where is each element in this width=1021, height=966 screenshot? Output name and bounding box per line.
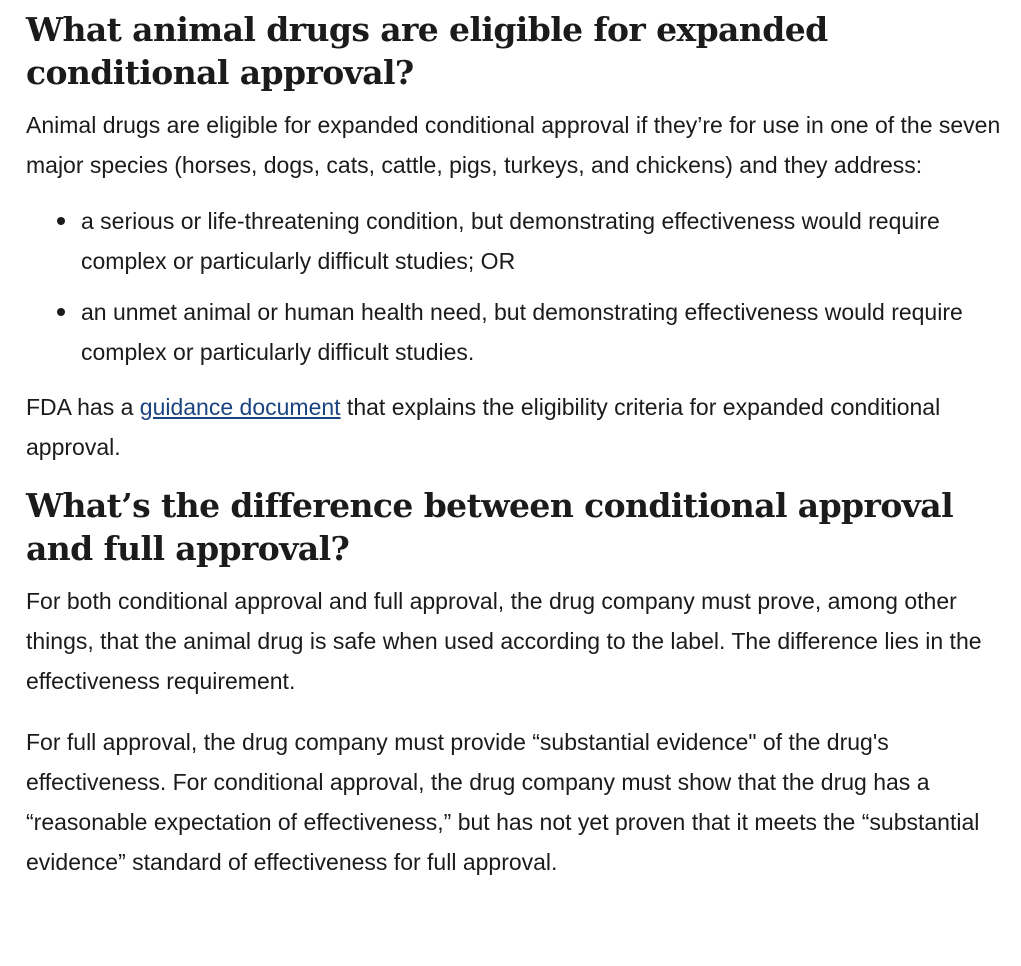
eligibility-intro-paragraph: Animal drugs are eligible for expanded conditional approval if they’re for use in one of the seven major species (horses, dogs, cats, cattle, pigs, turkeys, and chickens) and they address: bbox=[26, 112, 1001, 178]
bullet-icon bbox=[57, 217, 65, 225]
eligibility-heading: What animal drugs are eligible for expanded conditional approval? bbox=[26, 10, 828, 92]
guidance-text-before: FDA has a bbox=[26, 394, 140, 420]
list-item-text: a serious or life-threatening condition, but demonstrating effectiveness would require complex or particularly difficult studies; OR bbox=[81, 208, 940, 274]
guidance-text-after: that explains the eligibility criteria for expanded conditional approval. bbox=[26, 394, 941, 460]
bullet-icon bbox=[57, 308, 65, 316]
list-item bbox=[81, 201, 1016, 281]
guidance-paragraph bbox=[26, 387, 1016, 467]
list-item bbox=[81, 292, 1016, 372]
difference-paragraph-1: For both conditional approval and full approval, the drug company must prove, among other things, that the animal drug is safe when used according to the label. The difference lies in the effectiveness requirement. bbox=[26, 588, 982, 694]
difference-paragraph-2: For full approval, the drug company must provide “substantial evidence" of the drug's effectiveness. For conditional approval, the drug company must show that the drug has a “reasonable expectation of effectiveness,” but has not yet proven that it meets the “substantial evidence” standard of effectiveness for full approval. bbox=[26, 729, 980, 875]
list-item-text: an unmet animal or human health need, but demonstrating effectiveness would require complex or particularly difficult studies. bbox=[81, 299, 963, 365]
eligibility-criteria-list bbox=[26, 201, 1016, 372]
difference-heading: What’s the difference between conditional approval and full approval? bbox=[26, 486, 954, 568]
article-content bbox=[26, 8, 1016, 882]
guidance-document-link[interactable]: guidance document bbox=[139, 394, 341, 420]
